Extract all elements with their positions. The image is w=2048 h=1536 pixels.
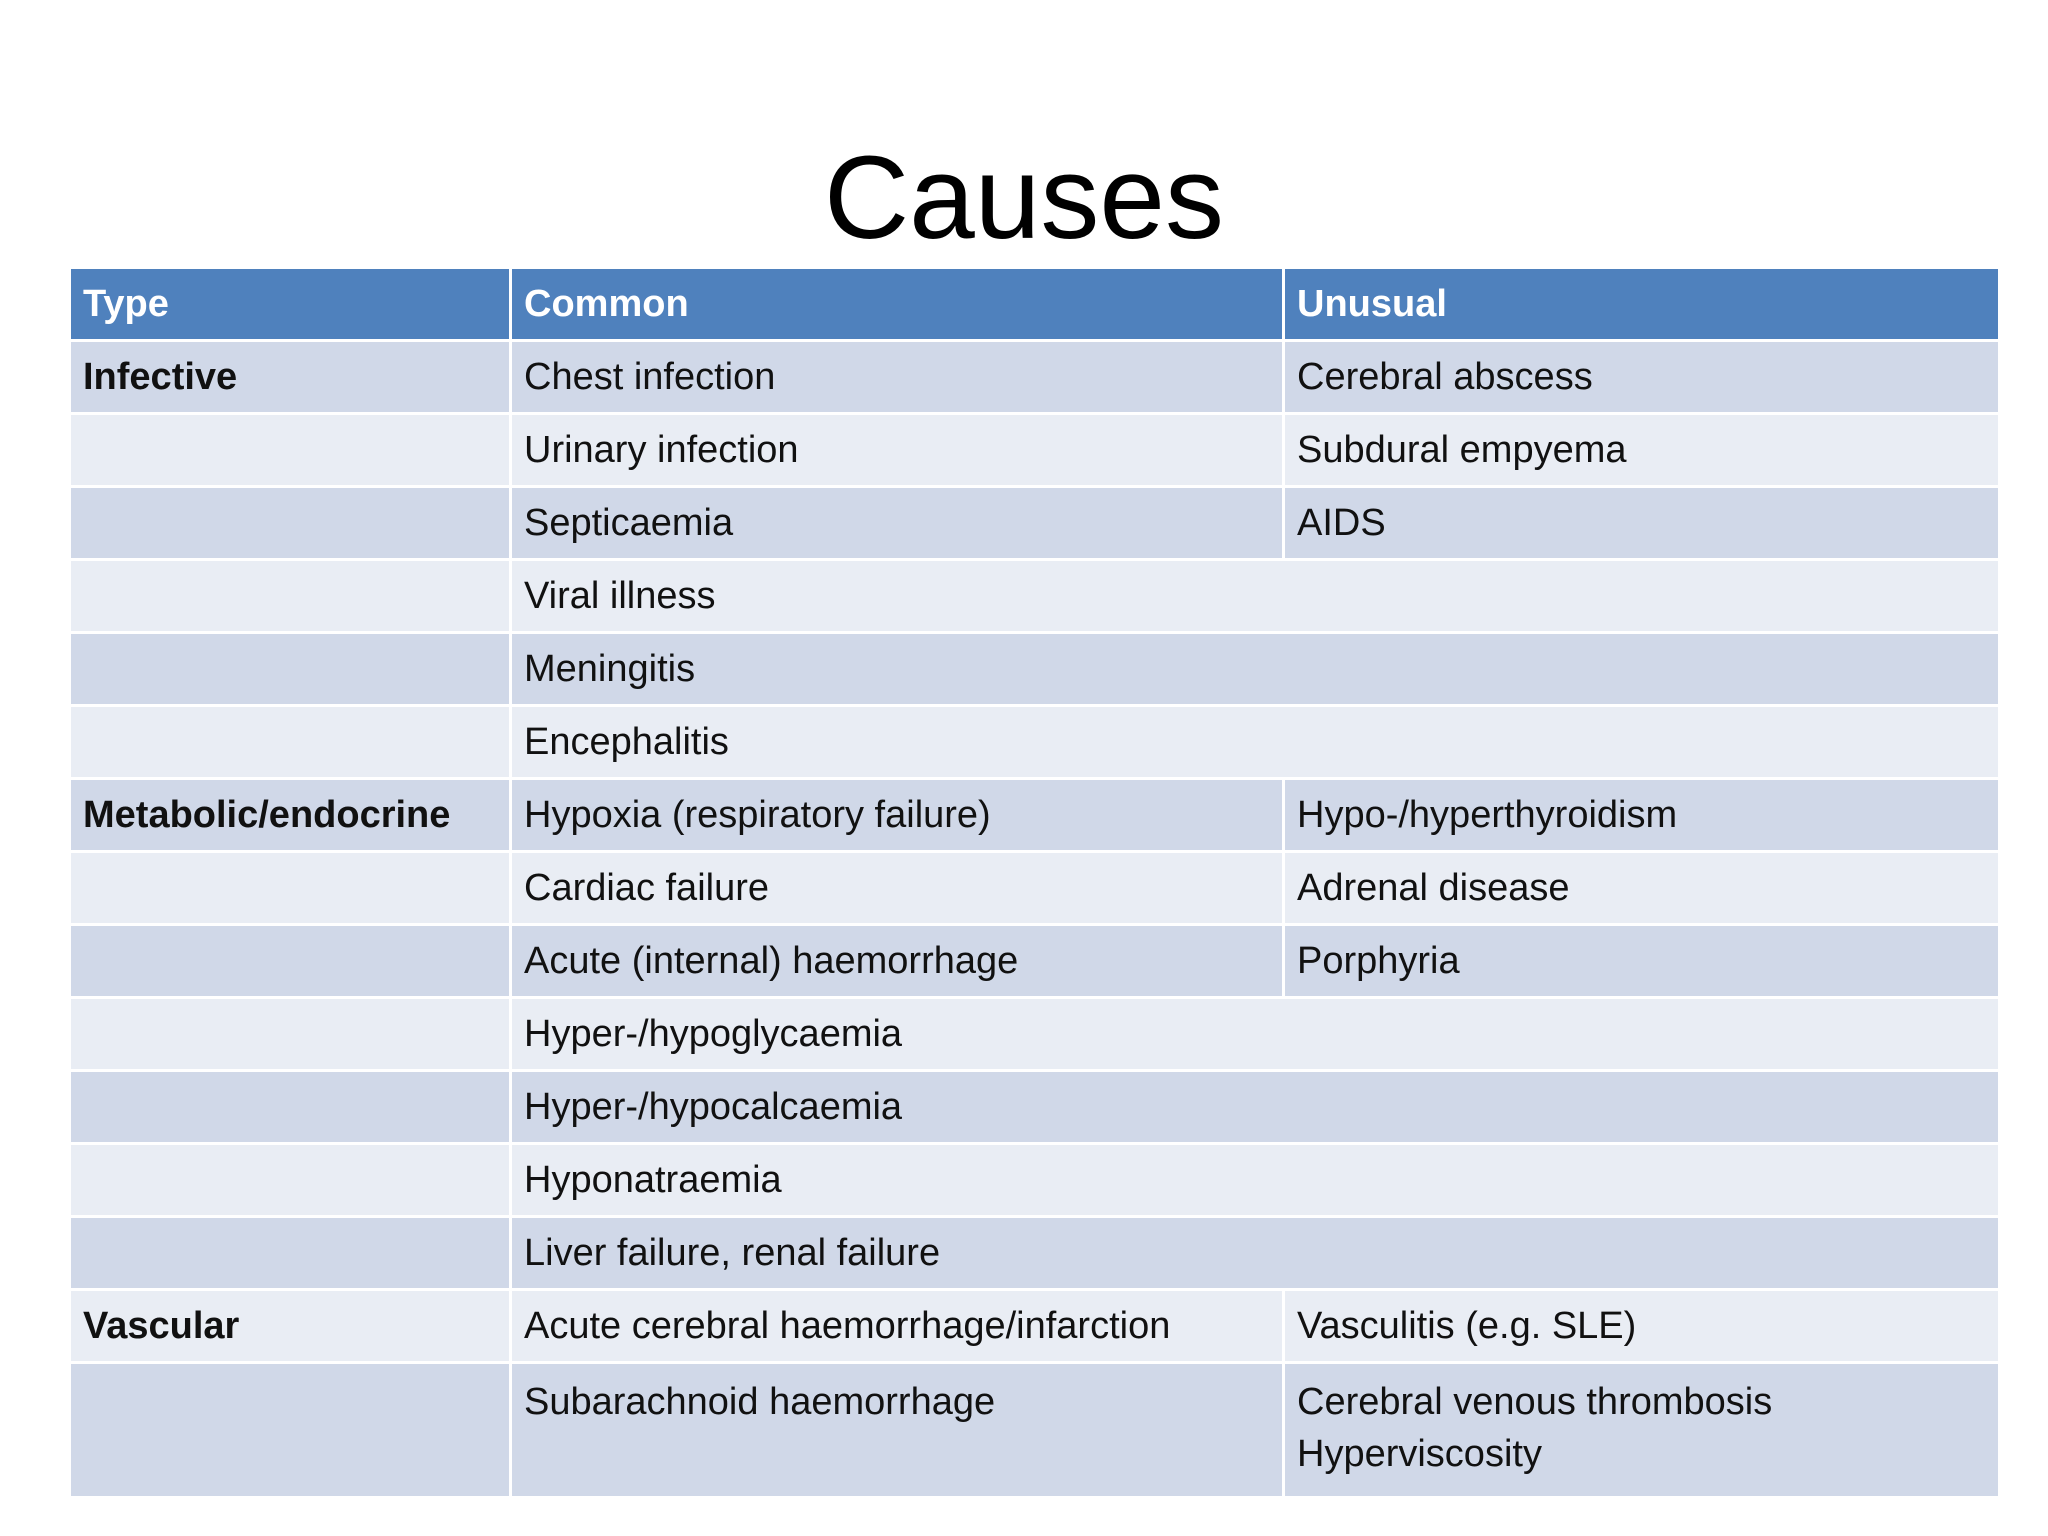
- type-cell: [70, 487, 511, 560]
- table-row: [70, 1363, 2000, 1498]
- unusual-cause-cell: AIDS: [1284, 487, 2000, 560]
- common-cause-cell: Encephalitis: [511, 706, 2000, 779]
- unusual-cause-cell: Hypo-/hyperthyroidism: [1284, 779, 2000, 852]
- causes-table: [68, 266, 2001, 1499]
- unusual-cause-line: Cerebral venous thrombosis: [1297, 1381, 1773, 1423]
- common-cause-cell: Acute (internal) haemorrhage: [511, 925, 1284, 998]
- type-cell: [70, 1217, 511, 1290]
- slide-title: Causes: [823, 132, 1225, 264]
- column-header-unusual: Unusual: [1284, 268, 2000, 341]
- common-cause-cell: Chest infection: [511, 341, 1284, 414]
- type-cell: Metabolic/endocrine: [70, 779, 511, 852]
- table-row: [70, 1290, 2000, 1363]
- unusual-cause-cell: Porphyria: [1284, 925, 2000, 998]
- table-row: [70, 1071, 2000, 1144]
- table-row: [70, 925, 2000, 998]
- table-row: [70, 1217, 2000, 1290]
- common-cause-cell: Urinary infection: [511, 414, 1284, 487]
- column-header-type: Type: [70, 268, 511, 341]
- common-cause-cell: Hyper-/hypoglycaemia: [511, 998, 2000, 1071]
- type-cell: [70, 1144, 511, 1217]
- common-cause-cell: Acute cerebral haemorrhage/infarction: [511, 1290, 1284, 1363]
- unusual-cause-cell: Vasculitis (e.g. SLE): [1284, 1290, 2000, 1363]
- common-cause-cell: Septicaemia: [511, 487, 1284, 560]
- table-row: [70, 779, 2000, 852]
- type-cell: [70, 925, 511, 998]
- type-cell: [70, 706, 511, 779]
- column-header-common: Common: [511, 268, 1284, 341]
- type-cell: [70, 852, 511, 925]
- unusual-cause-cell: Cerebral abscess: [1284, 341, 2000, 414]
- table-row: [70, 1144, 2000, 1217]
- common-cause-cell: Viral illness: [511, 560, 2000, 633]
- table-row: [70, 852, 2000, 925]
- table-row: [70, 706, 2000, 779]
- unusual-cause-cell: [1284, 1363, 2000, 1498]
- type-cell: [70, 1363, 511, 1498]
- common-cause-cell: Meningitis: [511, 633, 2000, 706]
- type-cell: [70, 1071, 511, 1144]
- unusual-cause-cell: Subdural empyema: [1284, 414, 2000, 487]
- type-cell: [70, 414, 511, 487]
- common-cause-cell: Cardiac failure: [511, 852, 1284, 925]
- table-row: [70, 998, 2000, 1071]
- unusual-cause-line: Hyperviscosity: [1297, 1433, 1542, 1475]
- table-row: [70, 633, 2000, 706]
- type-cell: Infective: [70, 341, 511, 414]
- type-cell: [70, 998, 511, 1071]
- unusual-cause-cell: Adrenal disease: [1284, 852, 2000, 925]
- table-row: [70, 414, 2000, 487]
- type-cell: Vascular: [70, 1290, 511, 1363]
- common-cause-cell: Hypoxia (respiratory failure): [511, 779, 1284, 852]
- common-cause-cell: Hyper-/hypocalcaemia: [511, 1071, 2000, 1144]
- table-row: [70, 341, 2000, 414]
- common-cause-cell: Subarachnoid haemorrhage: [511, 1363, 1284, 1498]
- table-row: [70, 487, 2000, 560]
- common-cause-cell: Liver failure, renal failure: [511, 1217, 2000, 1290]
- table-header-row: [70, 268, 2000, 341]
- type-cell: [70, 633, 511, 706]
- type-cell: [70, 560, 511, 633]
- common-cause-cell: Hyponatraemia: [511, 1144, 2000, 1217]
- table-row: [70, 560, 2000, 633]
